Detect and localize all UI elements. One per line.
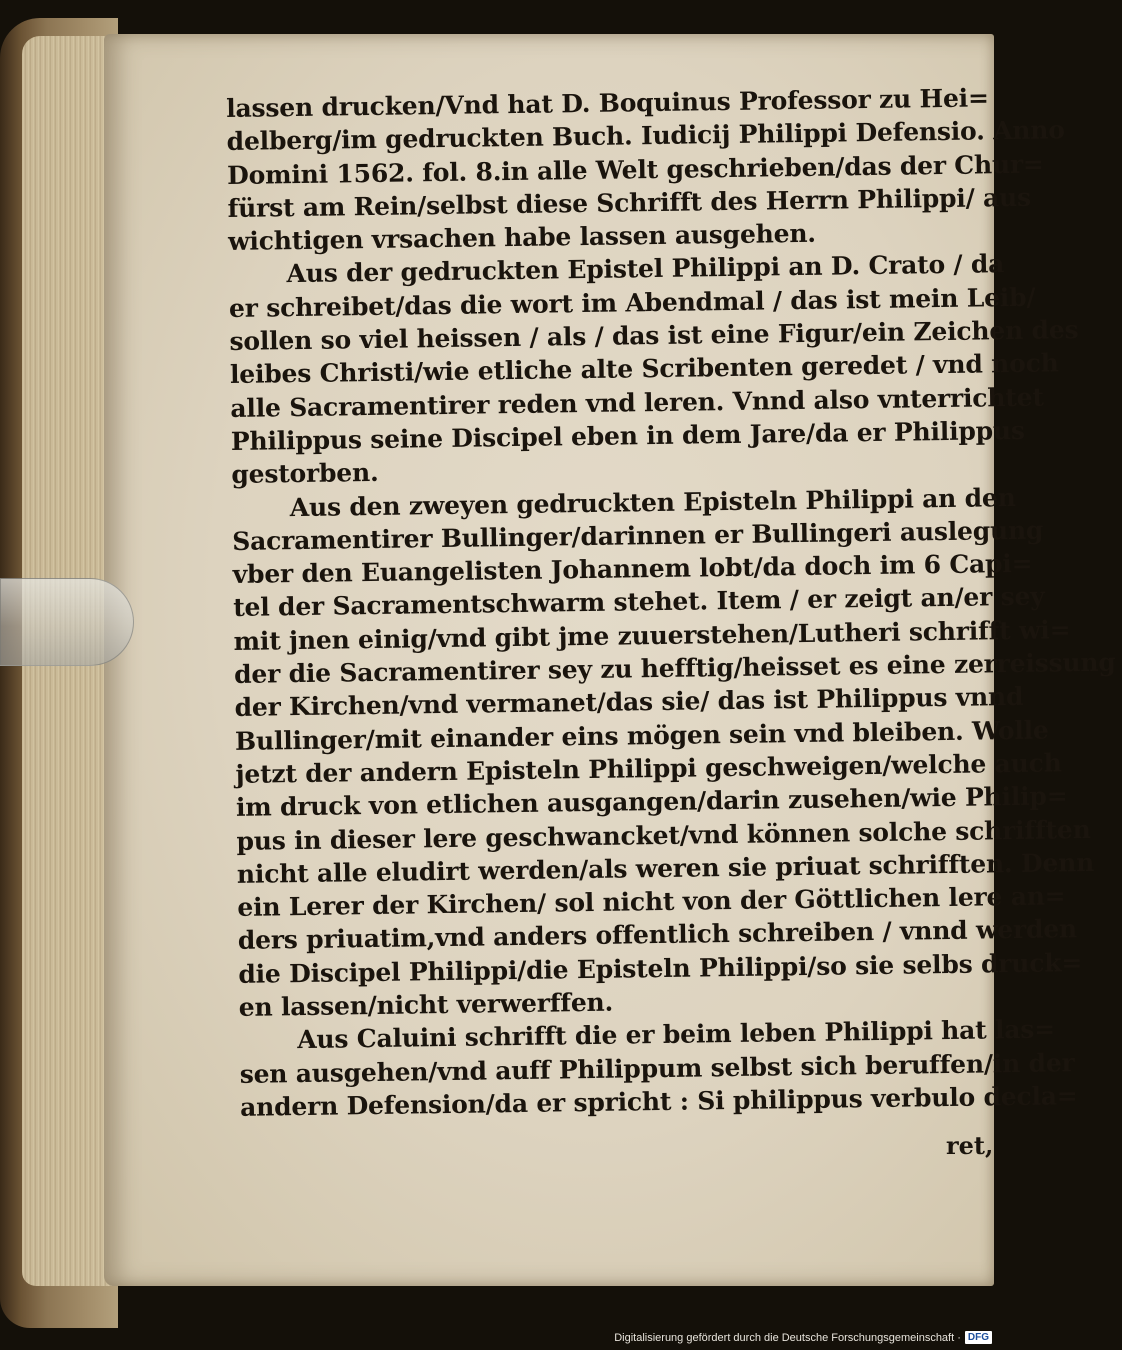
- text-line: ein Lerer der Kirchen/ sol nicht von der Göttlichen lere an=: [237, 881, 1066, 923]
- text-line: leibes Christi/wie etliche alte Scribenten geredet / vnd noch: [229, 348, 1059, 390]
- text-line: ders priuatim,vnd anders offentlich schreiben / vnnd werden: [237, 914, 1078, 956]
- text-line: tel der Sacramentschwarm stehet. Item / er zeigt an/er sey: [233, 582, 1045, 623]
- text-line: der Kirchen/vnd vermanet/das sie/ das ist Philippus vnnd: [234, 682, 1024, 723]
- catchword: ret,: [946, 1131, 994, 1160]
- text-line: en lassen/nicht verwerffen.: [238, 987, 614, 1022]
- page-text: [226, 81, 1116, 1124]
- text-line: lassen drucken/Vnd hat D. Boquinus Professor zu Hei=: [226, 83, 989, 123]
- dfg-logo: DFG: [965, 1331, 992, 1344]
- text-line: Aus der gedruckten Epistel Philippi an D. Crato / da: [286, 249, 1005, 289]
- text-line: fürst am Rein/selbst diese Schrifft des Herrn Philippi/ aus: [227, 182, 1032, 223]
- text-line: Bullinger/mit einander eins mögen sein vnd bleiben. Wolle: [234, 715, 1049, 756]
- text-line: mit jnen einig/vnd gibt jme zuuerstehen/Lutheri schrifft wi=: [233, 615, 1071, 656]
- text-line: er schreibet/das die wort im Abendmal / das ist mein Leib/: [228, 282, 1036, 323]
- footer-text: Digitalisierung gefördert durch die Deutsche Forschungsgemeinschaft ·: [614, 1331, 961, 1344]
- text-line: delberg/im gedruckten Buch. Iudicij Philippi Defensio. Anno: [226, 115, 1065, 157]
- text-line: Philippus seine Discipel eben in dem Jare/da er Philippus: [230, 415, 1025, 456]
- text-line: im druck von etlichen ausgangen/darin zusehen/wie Philip=: [235, 781, 1068, 823]
- text-line: der die Sacramentirer sey zu hefftig/heisset es eine zerreissung: [233, 647, 1116, 689]
- text-line: jetzt der andern Episteln Philippi geschweigen/welche auch: [235, 748, 1062, 789]
- text-line: Aus den zweyen gedruckten Episteln Philippi an den: [289, 482, 1016, 522]
- page-clip: [0, 578, 134, 666]
- text-line: andern Defension/da er spricht : Si philippus verbulo decla=: [239, 1081, 1078, 1122]
- text-line: sollen so viel heissen / als / das ist eine Figur/ein Zeichen des: [229, 315, 1079, 357]
- text-line: die Discipel Philippi/die Episteln Philippi/so sie selbs druck=: [238, 947, 1083, 989]
- text-line: Sacramentirer Bullinger/darinnen er Bullingeri auslegung: [232, 515, 1044, 556]
- text-line: Aus Caluini schrifft die er beim leben Philippi hat las=: [297, 1014, 1056, 1055]
- text-line: sen ausgehen/vnd auff Philippum selbst sich beruffen/in der: [239, 1047, 1075, 1089]
- text-line: wichtigen vrsachen habe lassen ausgehen.: [227, 218, 817, 257]
- text-line: nicht alle eludirt werden/als weren sie priuat schrifften. Denn: [236, 847, 1095, 889]
- text-line: pus in dieser lere geschwancket/vnd können solche schrifften: [236, 814, 1091, 856]
- text-line: Domini 1562. fol. 8.in alle Welt geschrieben/das der Chur=: [226, 149, 1044, 190]
- text-line: gestorben.: [231, 458, 379, 490]
- footer-credit: [614, 1331, 992, 1344]
- text-line: vber den Euangelisten Johannem lobt/da doch im 6 Capi=: [232, 548, 1033, 590]
- text-line: alle Sacramentirer reden vnd leren. Vnnd also vnterrichtet: [230, 382, 1044, 423]
